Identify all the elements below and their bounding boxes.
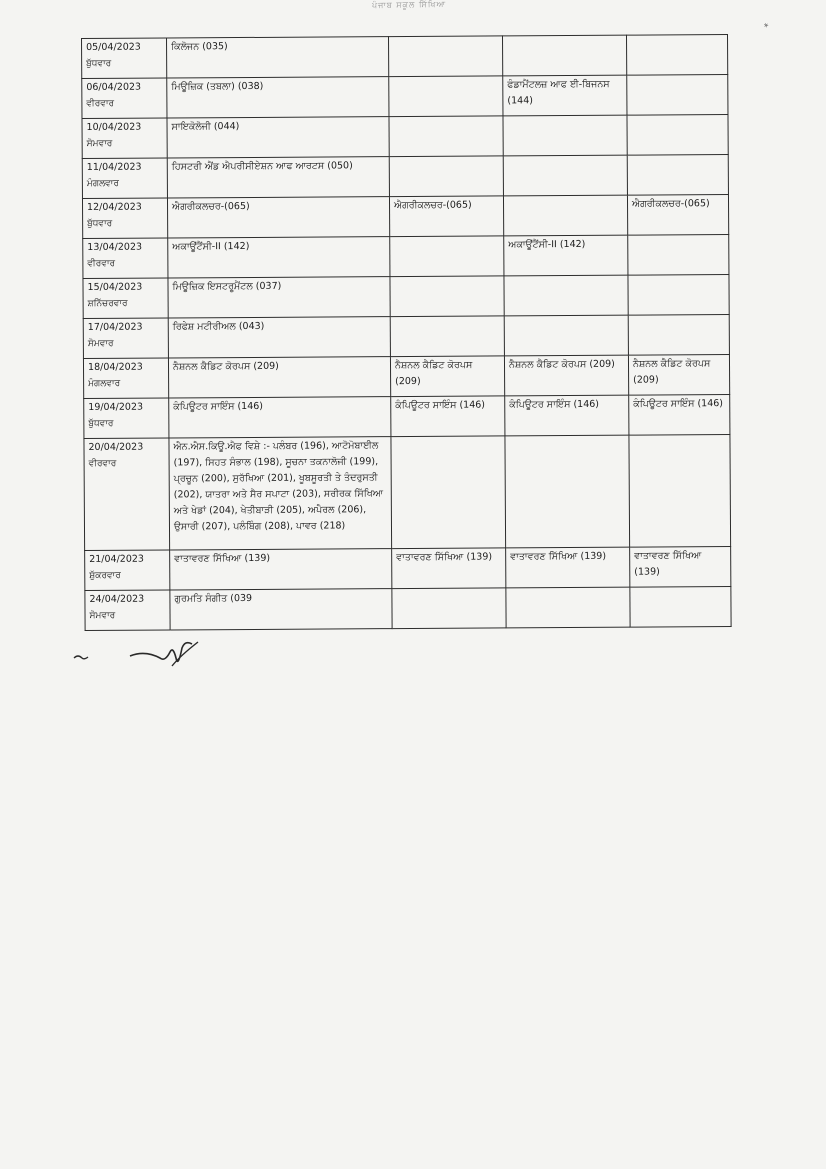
subject-text: ਐਗਰੀਕਲਚਰ-(065) [631, 198, 710, 210]
subject-cell-c4 [628, 235, 729, 276]
exam-date: 15/04/2023 [87, 281, 143, 293]
subject-text: ਗੁਰਮਤਿ ਸੰਗੀਤ (039 [174, 592, 253, 605]
exam-date: 17/04/2023 [87, 321, 143, 333]
subject-text [395, 437, 500, 438]
subject-text: ਨੈਸ਼ਨਲ ਕੈਡਿਟ ਕੋਰਪਸ (209) [632, 358, 711, 386]
subject-cell-c2 [390, 276, 504, 317]
subject-cell-c2 [392, 548, 506, 589]
date-cell [85, 590, 170, 631]
subject-cell-c1 [167, 37, 389, 78]
subject-cell-c1 [169, 397, 391, 438]
subject-text: ਨੈਸ਼ਨਲ ਕੈਡਿਟ ਕੋਰਪਸ (209) [394, 359, 473, 388]
subject-text: ਕੰਪਿਊਟਰ ਸਾਇੰਸ (146) [395, 399, 486, 412]
subject-cell-c1 [168, 237, 390, 278]
subject-text: ਕੰਪਿਊਟਰ ਸਾਇੰਸ (146) [509, 398, 600, 411]
schedule-table-wrapper [81, 34, 731, 631]
subject-cell-c2 [389, 116, 503, 157]
subject-text [394, 237, 499, 238]
exam-day: ਵੀਰਵਾਰ [87, 258, 116, 269]
table-row [82, 115, 728, 159]
subject-text [393, 117, 498, 118]
table-row [83, 275, 729, 319]
subject-text: ਹਿਸਟਰੀ ਐਂਡ ਐਪਰੀਸੀਏਸ਼ਨ ਆਫ ਆਰਟਸ (050) [171, 160, 353, 173]
subject-text [509, 437, 624, 438]
date-cell [84, 438, 170, 551]
subject-cell-c1 [168, 277, 390, 318]
subject-text: ਕਿਲੋਜਨ (035) [171, 41, 228, 53]
subject-cell-c4 [626, 35, 727, 76]
subject-cell-c2 [389, 196, 503, 237]
subject-cell-c4 [627, 75, 728, 116]
subject-text [394, 277, 499, 278]
table-row [85, 587, 731, 631]
subject-text: ਮਿਊਜ਼ਿਕ (ਤਬਲਾ) (038) [171, 80, 264, 93]
table-row [85, 547, 731, 591]
date-cell [83, 238, 168, 279]
subject-cell-c3 [503, 195, 627, 236]
subject-cell-c2 [391, 436, 506, 549]
subject-text [508, 277, 623, 278]
subject-cell-c4 [628, 315, 729, 356]
date-cell [83, 318, 168, 359]
subject-cell-c2 [389, 156, 503, 197]
table-row [82, 195, 728, 239]
subject-text: ਅਕਾਊਂਟੈਂਸੀ-II (142) [172, 240, 250, 253]
subject-text [508, 157, 623, 158]
subject-text [395, 317, 500, 318]
subject-text [508, 197, 623, 198]
subject-cell-c3 [503, 115, 627, 156]
subject-cell-c1 [167, 117, 389, 158]
subject-cell-c2 [390, 356, 504, 397]
subject-text: ਕੰਪਿਊਟਰ ਸਾਇੰਸ (146) [633, 398, 724, 410]
exam-date: 20/04/2023 [88, 441, 144, 453]
subject-cell-c4 [630, 547, 731, 588]
subject-text [633, 436, 725, 437]
exam-day: ਵੀਰਵਾਰ [86, 98, 115, 109]
subject-cell-c3 [504, 235, 628, 276]
date-cell [85, 550, 170, 591]
subject-cell-c4 [628, 275, 729, 316]
subject-text: ਸਾਇਕੋਲੋਜੀ (044) [171, 121, 240, 133]
subject-cell-c1 [167, 77, 389, 118]
schedule-body [82, 35, 732, 631]
exam-day: ਸੋਮਵਾਰ [87, 338, 114, 349]
subject-text [631, 116, 723, 117]
table-row [82, 35, 728, 79]
subject-cell-c4 [629, 395, 730, 436]
exam-day: ਬੁੱਧਵਾਰ [88, 418, 114, 429]
subject-cell-c4 [627, 195, 728, 236]
subject-cell-c2 [389, 76, 503, 117]
subject-text: ਕੰਪਿਊਟਰ ਸਾਇੰਸ (146) [173, 400, 264, 413]
subject-text: ਐਗਰੀਕਲਚਰ-(065) [172, 200, 250, 213]
subject-text [631, 36, 723, 37]
exam-date: 13/04/2023 [87, 241, 143, 253]
subject-text: ਨੈਸ਼ਨਲ ਕੈਡਿਟ ਕੋਰਪਸ (209) [508, 358, 615, 371]
subject-cell-c3 [503, 75, 627, 116]
exam-day: ਸ਼ਨਿੱਚਰਵਾਰ [87, 298, 128, 309]
table-row [84, 395, 730, 439]
table-row [83, 235, 729, 279]
subject-text [507, 117, 622, 118]
subject-text [507, 37, 622, 38]
subject-cell-c4 [627, 115, 728, 156]
subject-cell-c4 [630, 587, 731, 628]
table-row [83, 355, 729, 399]
subject-cell-c3 [505, 395, 629, 436]
table-row [82, 155, 728, 199]
date-cell [83, 278, 168, 319]
date-cell [82, 158, 167, 199]
subject-text [631, 76, 723, 77]
exam-day: ਸੋਮਵਾਰ [89, 610, 116, 621]
signature [70, 638, 230, 678]
exam-schedule-table [81, 34, 732, 631]
subject-cell-c3 [505, 435, 630, 548]
table-row [82, 75, 728, 119]
subject-text [634, 588, 726, 589]
subject-text: ਐਗਰੀਕਲਚਰ-(065) [393, 199, 472, 212]
subject-cell-c3 [506, 547, 630, 588]
date-cell [83, 358, 168, 399]
subject-cell-c1 [170, 589, 392, 630]
exam-date: 10/04/2023 [86, 121, 142, 133]
subject-text [394, 157, 499, 158]
subject-cell-c2 [390, 236, 504, 277]
subject-cell-c1 [167, 197, 389, 238]
subject-cell-c4 [629, 435, 731, 548]
exam-date: 06/04/2023 [86, 81, 142, 93]
subject-text [509, 317, 624, 318]
exam-day: ਮੰਗਲਵਾਰ [88, 378, 121, 389]
subject-text [632, 156, 724, 157]
exam-day: ਮੰਗਲਵਾਰ [86, 178, 119, 189]
exam-day: ਸੋਮਵਾਰ [86, 138, 113, 149]
signature-scribble [70, 638, 230, 678]
subject-text: ਐਨ.ਐਸ.ਕਿਊ.ਐਫ ਵਿਸ਼ੇ :- ਪਲੰਬਰ (196), ਆਟੋਮੋਬਾਈਲ (197), ਸਿਹਤ ਸੰਭਾਲ (198), ਸੂਚਨਾ ਤਕਨਾਲੋਜੀ (199), ਪ੍ਰਚੂਨ (200), ਸੁਰੱਖਿਆ (201), ਖੂਬਸੂਰਤੀ ਤੇ ਤੰਦਰੁਸਤੀ (202), ਯਾਤਰਾ ਅਤੇ ਸੈਰ ਸਪਾਟਾ (203), ਸਰੀਰਕ ਸਿੱਖਿਆ ਅਤੇ ਖੇਡਾਂ (204), ਖੇਤੀਬਾੜੀ (205), ਅਪੈਰਲ (206), ਉਸਾਰੀ (207), ਪਲੰਬਿੰਗ (208), ਪਾਵਰ (218) [173, 440, 384, 533]
subject-cell-c3 [502, 35, 626, 76]
date-cell [82, 198, 167, 239]
subject-cell-c2 [390, 316, 504, 357]
subject-cell-c3 [506, 587, 630, 628]
subject-text: ਨੈਸ਼ਨਲ ਕੈਡਿਟ ਕੋਰਪਸ (209) [172, 360, 279, 373]
subject-cell-c2 [391, 396, 505, 437]
subject-cell-c3 [504, 355, 628, 396]
exam-date: 18/04/2023 [87, 361, 143, 373]
exam-day: ਸ਼ੁੱਕਰਵਾਰ [89, 570, 121, 581]
date-cell [82, 38, 167, 79]
subject-text: ਰਿਫੇਸ਼ ਮਟੀਰੀਅਲ (043) [172, 320, 265, 333]
exam-date: 21/04/2023 [89, 553, 144, 565]
subject-cell-c1 [168, 317, 390, 358]
subject-text [633, 316, 725, 317]
exam-date: 24/04/2023 [89, 593, 145, 605]
subject-text: ਵਾਤਾਵਰਣ ਸਿੱਖਿਆ (139) [634, 550, 702, 578]
subject-text: ਮਿਊਜ਼ਿਕ ਇਸਟਰੂਮੈਂਟਲ (037) [172, 280, 282, 293]
exam-date: 19/04/2023 [88, 401, 144, 413]
subject-cell-c4 [628, 355, 729, 396]
subject-text: ਵਾਤਾਵਰਣ ਸਿੱਖਿਆ (139) [510, 550, 607, 563]
subject-cell-c3 [504, 315, 628, 356]
exam-day: ਬੁੱਧਵਾਰ [86, 58, 112, 69]
subject-text [393, 37, 498, 38]
table-row [84, 435, 731, 551]
subject-cell-c1 [168, 357, 390, 398]
header-stamp: ਪੰਜਾਬ ਸਕੂਲ ਸਿੱਖਿਆ [371, 0, 447, 10]
subject-cell-c2 [388, 36, 502, 77]
subject-text [632, 276, 724, 277]
subject-cell-c1 [167, 157, 389, 198]
table-row [83, 315, 729, 359]
exam-day: ਬੁੱਧਵਾਰ [87, 218, 113, 229]
subject-text: ਫੰਡਾਮੈਂਟਲਜ਼ ਆਫ ਈ-ਬਿਜਨਸ (144) [507, 78, 610, 107]
subject-cell-c2 [392, 588, 506, 629]
subject-cell-c3 [503, 155, 627, 196]
exam-date: 05/04/2023 [86, 41, 141, 53]
subject-text: ਵਾਤਾਵਰਣ ਸਿੱਖਿਆ (139) [174, 552, 271, 565]
subject-cell-c4 [627, 155, 728, 196]
subject-text [393, 77, 498, 78]
subject-cell-c1 [169, 437, 392, 550]
subject-text [632, 236, 724, 237]
date-cell [84, 398, 169, 439]
corner-mark: * [759, 21, 770, 33]
subject-text: ਵਾਤਾਵਰਣ ਸਿੱਖਿਆ (139) [396, 551, 493, 564]
subject-cell-c1 [170, 549, 392, 590]
exam-day: ਵੀਰਵਾਰ [88, 458, 117, 469]
exam-date: 11/04/2023 [86, 161, 142, 173]
subject-text: ਅਕਾਊਂਟੈਂਸੀ-II (142) [508, 238, 586, 251]
subject-text [396, 589, 501, 590]
exam-date: 12/04/2023 [87, 201, 142, 213]
date-cell [82, 78, 167, 119]
subject-cell-c3 [504, 275, 628, 316]
date-cell [82, 118, 167, 159]
subject-text [510, 589, 625, 590]
